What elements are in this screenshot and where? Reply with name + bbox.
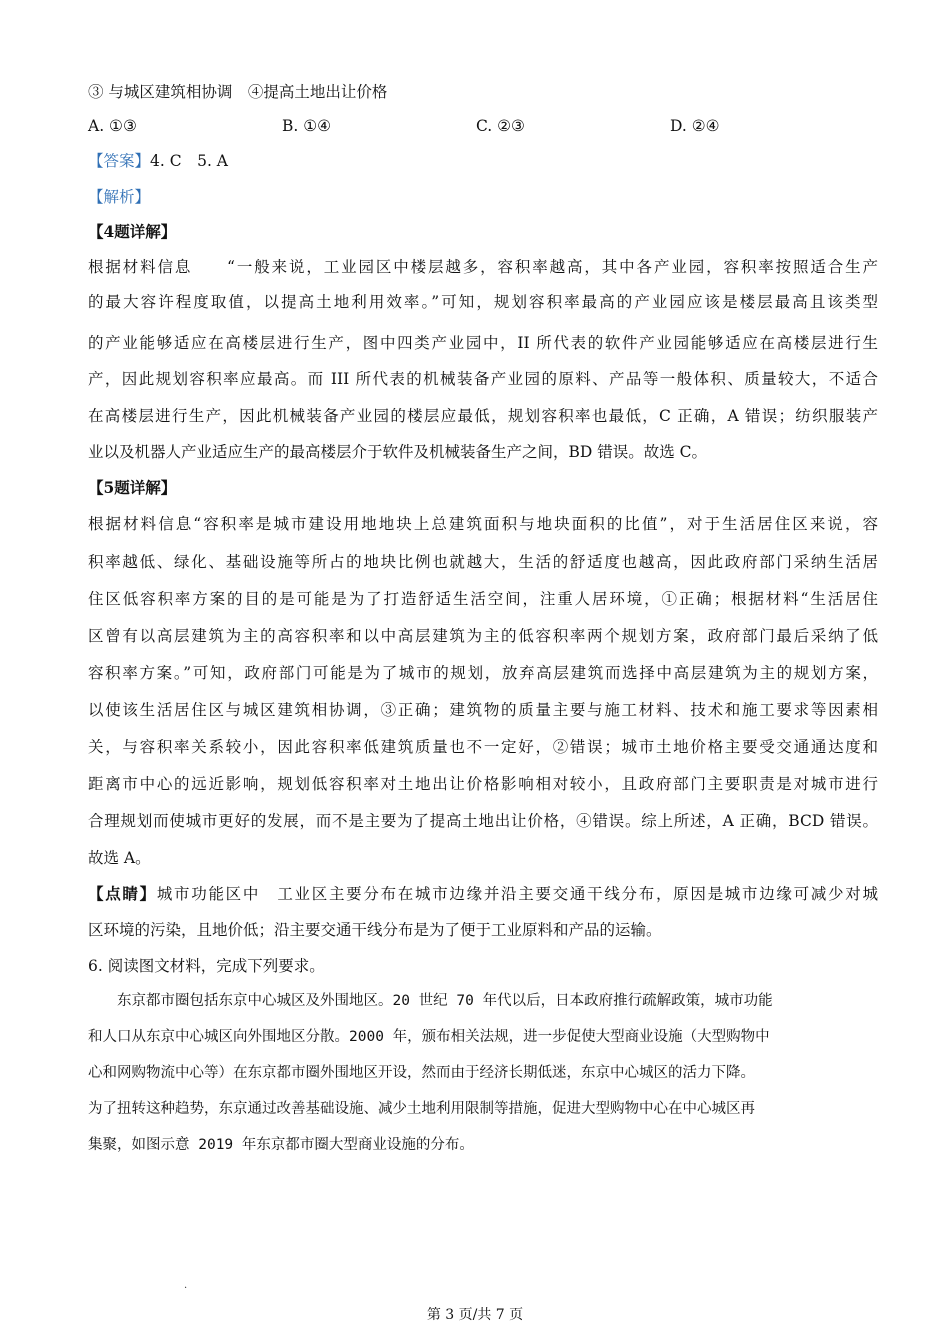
q4-line: 根据材料信息 “一般来说，工业园区中楼层越多，容积率越高，其中各产业园，容积率按照适合生产 xyxy=(88,258,878,276)
q5-line: 区曾有以高层建筑为主的高容积率和以中高层建筑为主的低容积率两个规划方案，政府部门最后采纳了低 xyxy=(88,627,878,645)
q5-line: 合理规划而使城市更好的发展，而不是主要为了提高土地出让价格，④错误。综上所述，A 正确，BCD 错误。 xyxy=(88,812,878,830)
answer-text: 4. C 5. A xyxy=(150,152,229,170)
q4-line: 在高楼层进行生产，因此机械装备产业园的楼层应最低，规划容积率也最低，C 正确，A 错误；纺织服装产 xyxy=(88,407,878,425)
tip-label: 【点睛】 xyxy=(88,884,157,903)
q4-line: 产，因此规划容积率应最高。而 III 所代表的机械装备产业园的原料、产品等一般体积、质量较大，不适合 xyxy=(88,370,878,388)
q5-line: 距离市中心的远近影响，规划低容积率对土地出让价格影响相对较小，且政府部门主要职责是对城市进行 xyxy=(88,775,878,793)
answer-line xyxy=(88,151,878,171)
page-footer: 第 3 页/共 7 页 xyxy=(426,1307,524,1323)
choice-b: B. ①④ xyxy=(282,117,332,135)
q6-material-line: 和人口从东京中心城区向外围地区分散。2000 年，颁布相关法规，进一步促使大型商业设施（大型购物中 xyxy=(88,1029,770,1045)
tip-text: 城市功能区中 工业区主要分布在城市边缘并沿主要交通干线分布，原因是城市边缘可减少对城 xyxy=(156,885,878,903)
analysis-label: 【解析】 xyxy=(88,188,151,206)
choice-d: D. ②④ xyxy=(670,117,720,135)
q6-material-line: 为了扭转这种趋势，东京通过改善基础设施、减少土地利用限制等措施，促进大型购物中心在中心城区再 xyxy=(88,1101,755,1117)
q5-line: 容积率方案。”可知，政府部门可能是为了城市的规划，放弃高层建筑而选择中高层建筑为主的规划方案， xyxy=(88,664,878,682)
tip-line xyxy=(88,884,878,904)
q5-line: 关，与容积率关系较小，因此容积率低建筑质量也不一定好，②错误；城市土地价格主要受交通通达度和 xyxy=(88,738,878,756)
q4-line: 的产业能够适应在高楼层进行生产，图中四类产业园中，II 所代表的软件产业园能够适应在高楼层进行生 xyxy=(88,334,878,352)
choice-c: C. ②③ xyxy=(476,117,525,135)
tip-line-2: 区环境的污染，且地价低；沿主要交通干线分布是为了便于工业原料和产品的运输。 xyxy=(88,921,662,939)
q4-line: 的最大容许程度取值，以提高土地利用效率。”可知，规划容积率最高的产业园应该是楼层最高且该类型 xyxy=(88,293,878,311)
q5-option-line: ③ 与城区建筑相协调 ④提高土地出让价格 xyxy=(88,83,388,101)
q6-material-line: 集聚，如图示意 2019 年东京都市圈大型商业设施的分布。 xyxy=(88,1137,474,1153)
choice-a: A. ①③ xyxy=(88,117,137,135)
q6-material-line: 心和网购物流中心等）在东京都市圈外围地区开设，然而由于经济长期低迷，东京中心城区的活力下降。 xyxy=(88,1065,755,1081)
q5-line: 积率越低、绿化、基础设施等所占的地块比例也就越大，生活的舒适度也越高，因此政府部门采纳生活居 xyxy=(88,553,878,571)
q5-line: 住区低容积率方案的目的是可能是为了打造舒适生活空间，注重人居环境，①正确；根据材料“生活居住 xyxy=(88,590,878,608)
q5-line: 根据材料信息“容积率是城市建设用地地块上总建筑面积与地块面积的比值”，对于生活居住区来说，容 xyxy=(88,515,878,533)
q4-heading: 【4题详解】 xyxy=(88,222,177,241)
q5-line: 故选 A。 xyxy=(88,849,151,867)
q5-heading: 【5题详解】 xyxy=(88,478,177,497)
q5-line: 以使该生活居住区与城区建筑相协调，③正确；建筑物的质量主要与施工材料、技术和施工要求等因素相 xyxy=(88,701,878,719)
answer-label: 【答案】 xyxy=(88,152,151,170)
q6-material-line: 东京都市圈包括东京中心城区及外围地区。20 世纪 70 年代以后，日本政府推行疏解政策，城市功能 xyxy=(88,993,773,1009)
stray-dot: . xyxy=(184,1280,188,1291)
q4-line: 业以及机器人产业适应生产的最高楼层介于软件及机械装备生产之间，BD 错误。故选 C。 xyxy=(88,443,708,461)
q6-stem: 6. 阅读图文材料，完成下列要求。 xyxy=(88,957,325,975)
